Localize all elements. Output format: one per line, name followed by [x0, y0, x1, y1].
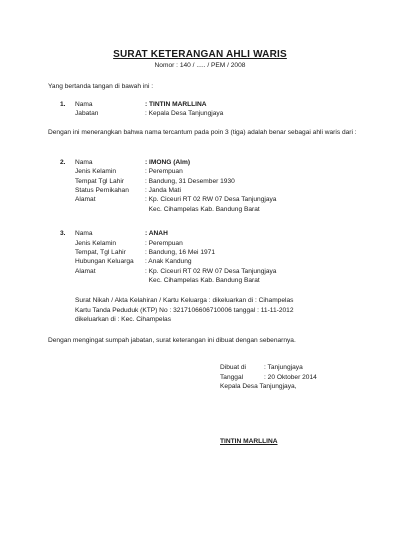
intro-text: Yang bertanda tangan di bawah ini :: [48, 83, 154, 90]
heir-label: Jenis Kelamin: [75, 240, 117, 247]
heir-value: : Bandung, 16 Mei 1971: [145, 249, 216, 256]
deceased-value: : Kp. Ciceuri RT 02 RW 07 Desa Tanjungjaya: [145, 196, 277, 203]
deceased-label: Alamat: [75, 196, 96, 203]
heir-value: : Anak Kandung: [145, 258, 192, 265]
issued-place-value: : Tanjungjaya: [264, 364, 303, 371]
deceased-value: : Bandung, 31 Desember 1930: [145, 178, 235, 185]
signer-label: Jabatan: [75, 110, 99, 117]
closing-text: Dengan mengingat sumpah jabatan, surat keterangan ini dibuat dengan sebenarnya.: [48, 337, 296, 344]
document-number: Nomor : 140 / ..... / PEM / 2008: [154, 62, 246, 69]
document-line: Kartu Tanda Peduduk (KTP) No : 3217106606710006 tanggal : 11-11-2012: [75, 307, 294, 314]
heir-label: Tempat, Tgl Lahir: [75, 249, 126, 256]
heir-label: Hubungan Keluarga: [75, 258, 134, 265]
heir-value: : ANAH: [145, 230, 168, 237]
issued-place-label: Dibuat di: [220, 364, 247, 371]
document-line: Surat Nikah / Akta Kelahiran / Kartu Keluarga : dikeluarkan di : Cihampelas: [75, 297, 294, 304]
issued-date-value: : 20 Oktober 2014: [264, 374, 317, 381]
deceased-label: Tempat Tgl Lahir: [75, 178, 124, 185]
deceased-value: : Perempuan: [145, 168, 183, 175]
deceased-label: Nama: [75, 159, 93, 166]
heir-label: Alamat: [75, 268, 96, 275]
signer-value: : Kepala Desa Tanjungjaya: [145, 110, 224, 117]
deceased-value: : Janda Mati: [145, 187, 181, 194]
document-title: SURAT KETERANGAN AHLI WARIS: [113, 49, 287, 60]
heir-value: Kec. Cihampelas Kab. Bandung Barat: [145, 277, 260, 284]
heir-value: : Kp. Ciceuri RT 02 RW 07 Desa Tanjungjaya: [145, 268, 277, 275]
document-line: dikeluarkan di : Kec. Cihampelas: [75, 316, 172, 323]
issued-office: Kepala Desa Tanjungjaya,: [220, 383, 297, 390]
heir-number: 3.: [60, 230, 66, 237]
deceased-number: 2.: [60, 159, 66, 166]
deceased-value: : IMONG (Alm): [145, 159, 191, 166]
signer-label: Nama: [75, 101, 93, 108]
signer-value: : TINTIN MARLLINA: [145, 101, 207, 108]
heir-label: Nama: [75, 230, 93, 237]
heir-value: : Perempuan: [145, 240, 183, 247]
signer-number: 1.: [60, 101, 66, 108]
deceased-label: Status Pernikahan: [75, 187, 129, 194]
statement-text: Dengan ini menerangkan bahwa nama tercantum pada poin 3 (tiga) adalah benar sebagai ahli waris dari :: [48, 129, 357, 136]
issued-date-label: Tanggal: [220, 374, 244, 381]
deceased-label: Jenis Kelamin: [75, 168, 117, 175]
deceased-value: Kec. Cihampelas Kab. Bandung Barat: [145, 206, 260, 213]
signature-name: TINTIN MARLLINA: [220, 438, 278, 445]
